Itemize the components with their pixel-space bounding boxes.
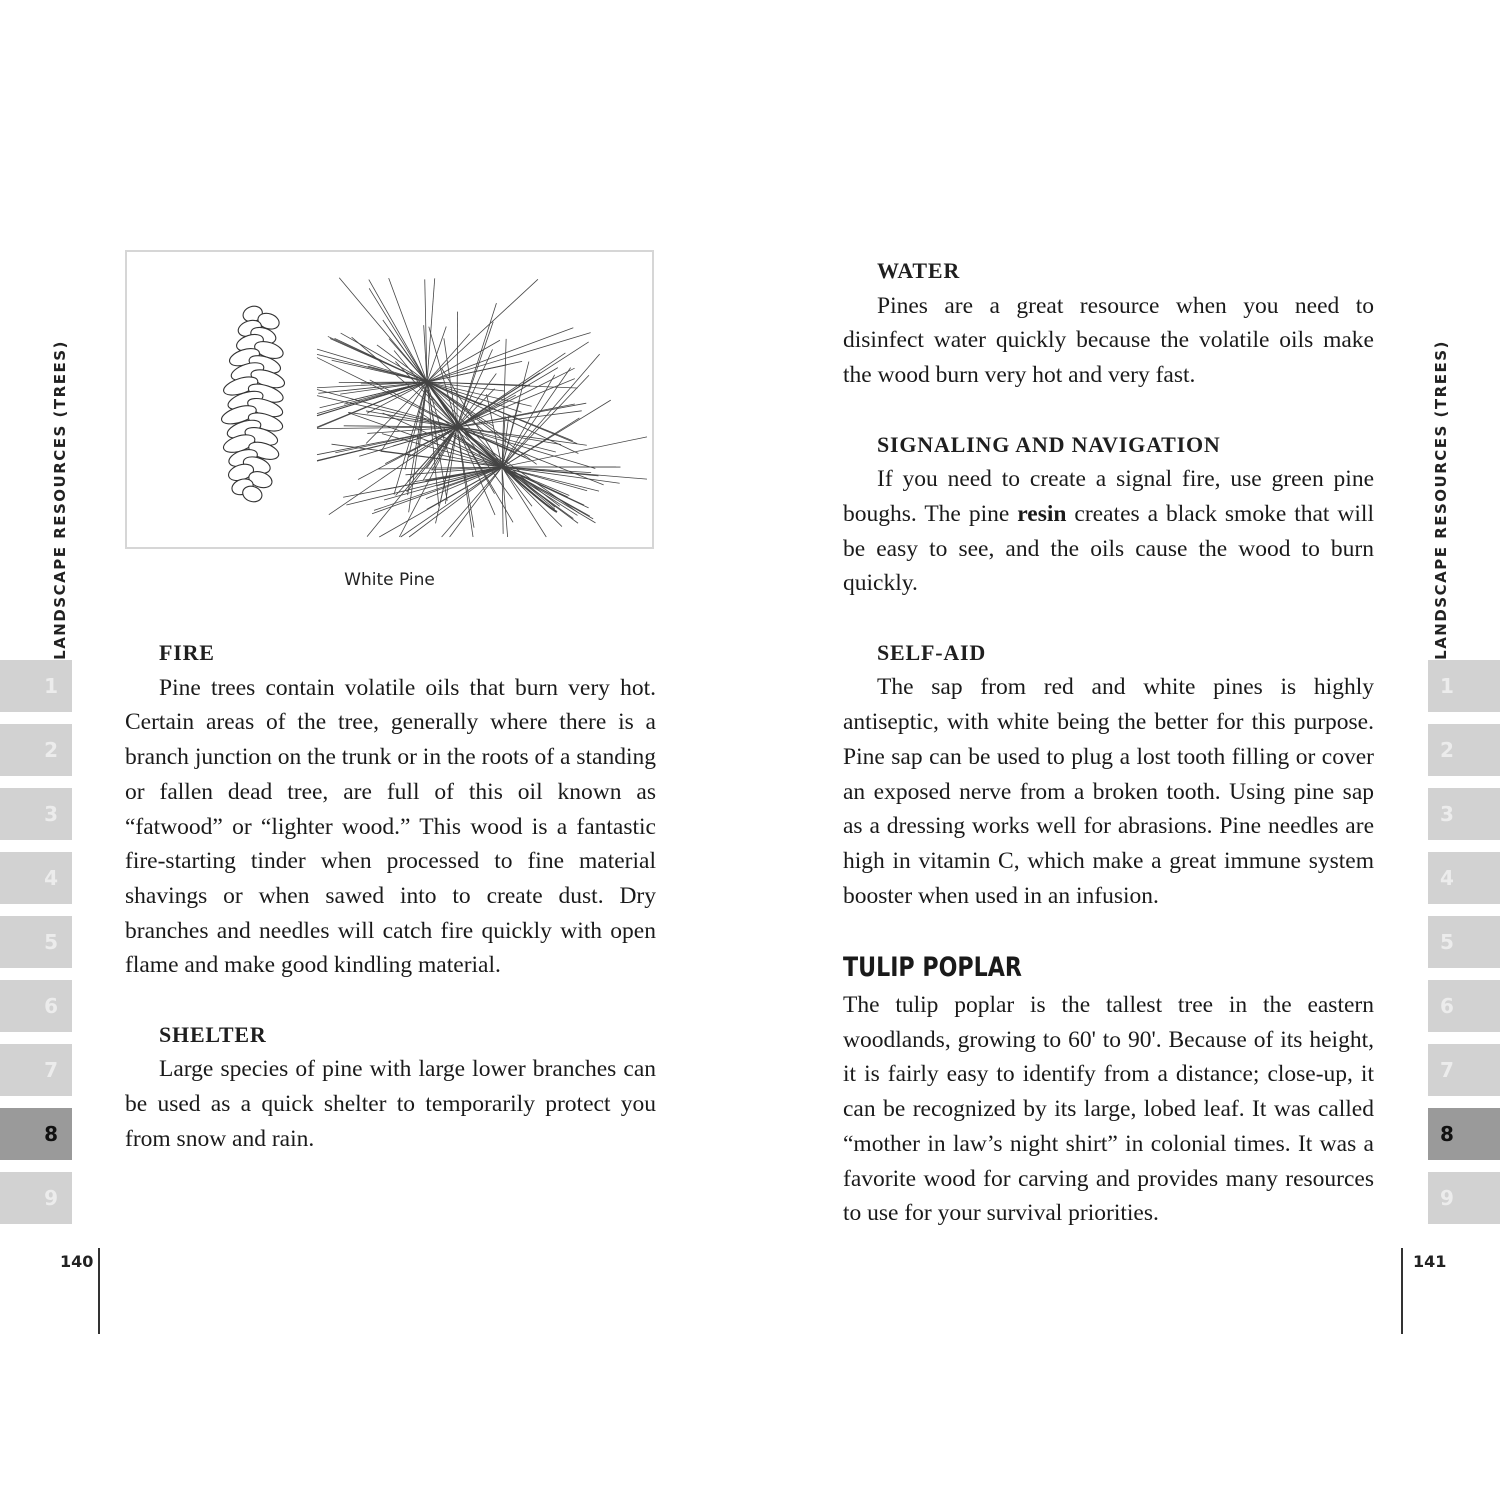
section-signaling [843,428,1374,602]
chapter-tab-active[interactable]: 8 [0,1108,72,1160]
folio-rule-right [1401,1248,1403,1334]
chapter-tabs-left [0,660,72,1236]
bold-term: resin [1017,500,1067,527]
figure-caption: White Pine [344,570,435,590]
pine-drawing [127,252,652,547]
chapter-tab[interactable]: 1 [1428,660,1500,712]
chapter-tab[interactable]: 7 [0,1044,72,1096]
pine-cone-drawing [219,304,286,504]
running-head-left: LANDSCAPE RESOURCES (TREES) [51,340,69,660]
section-heading: SIGNALING AND NAVIGATION [877,431,1221,457]
section-water [843,254,1374,393]
chapter-tabs-right [1428,660,1500,1236]
chapter-tab[interactable]: 2 [0,724,72,776]
page-number-right: 141 [1413,1252,1447,1271]
section-self-aid [843,636,1374,914]
section-paragraph: Pines are a great resource when you need to disinfect water quickly because the volatile oils make the wood burn very hot and very fast. [843,292,1374,389]
white-pine-illustration [125,250,654,549]
chapter-tab[interactable]: 6 [1428,980,1500,1032]
section-paragraph [843,462,1374,601]
chapter-tab[interactable]: 6 [0,980,72,1032]
right-text-column [843,254,1374,1231]
section-paragraph: The sap from red and white pines is highly antiseptic, with white being the better for this purpose. Pine sap can be used to plug a lost tooth filling or cover an exposed nerve from a broken tooth. Using pine sap as a dressing works well for abrasions. Pine needles are high in vitamin C, which make a great immune system booster when used in an infusion. [843,674,1374,909]
chapter-tab[interactable]: 1 [0,660,72,712]
chapter-tab-active[interactable]: 8 [1428,1108,1500,1160]
pine-needles-drawing [317,278,647,537]
section-heading: SHELTER [159,1021,267,1047]
paragraph-text: If you need to create a signal fire, use green pine boughs. The pine [843,466,1374,527]
tree-paragraph: The tulip poplar is the tallest tree in the eastern woodlands, growing to 60' to 90'. Because of its height, it is fairly easy to identify from a distance; close-up, it can be recognized by its large, lobed leaf. It was called “mother in law’s night shirt” in colonial times. It was a favorite wood for carving and provides many resources to use for your survival priorities. [843,992,1374,1227]
chapter-tab[interactable]: 3 [0,788,72,840]
paragraph-text: creates a black smoke that will be easy to see, and the oils cause the wood to burn quickly. [843,500,1374,597]
section-heading: FIRE [159,640,215,665]
section-heading: WATER [877,258,961,283]
folio-rule-left [98,1248,100,1334]
section-paragraph: Large species of pine with large lower branches can be used as a quick shelter to temporarily protect you from snow and rain. [125,1056,656,1152]
section-shelter [125,1018,656,1157]
chapter-tab[interactable]: 3 [1428,788,1500,840]
chapter-tab[interactable]: 2 [1428,724,1500,776]
chapter-tab[interactable]: 9 [1428,1172,1500,1224]
tree-heading: TULIP POPLAR [843,952,1022,984]
page-number-left: 140 [60,1252,94,1271]
chapter-tab[interactable]: 9 [0,1172,72,1224]
section-heading: SELF-AID [877,639,987,665]
running-head-right: LANDSCAPE RESOURCES (TREES) [1432,340,1450,660]
chapter-tab[interactable]: 5 [0,916,72,968]
chapter-tab[interactable]: 4 [1428,852,1500,904]
section-paragraph: Pine trees contain volatile oils that burn very hot. Certain areas of the tree, generally where there is a branch junction on the trunk or in the roots of a standing or fallen dead tree, are full of this oil known as “fatwood” or “lighter wood.” This wood is a fantastic fire-starting tinder when processed to fine material shavings or when sawed into to create dust. Dry branches and needles will catch fire quickly with open flame and make good kindling material. [125,674,656,979]
chapter-tab[interactable]: 7 [1428,1044,1500,1096]
left-text-column [125,636,656,1157]
section-fire [125,636,656,983]
chapter-tab[interactable]: 5 [1428,916,1500,968]
chapter-tab[interactable]: 4 [0,852,72,904]
